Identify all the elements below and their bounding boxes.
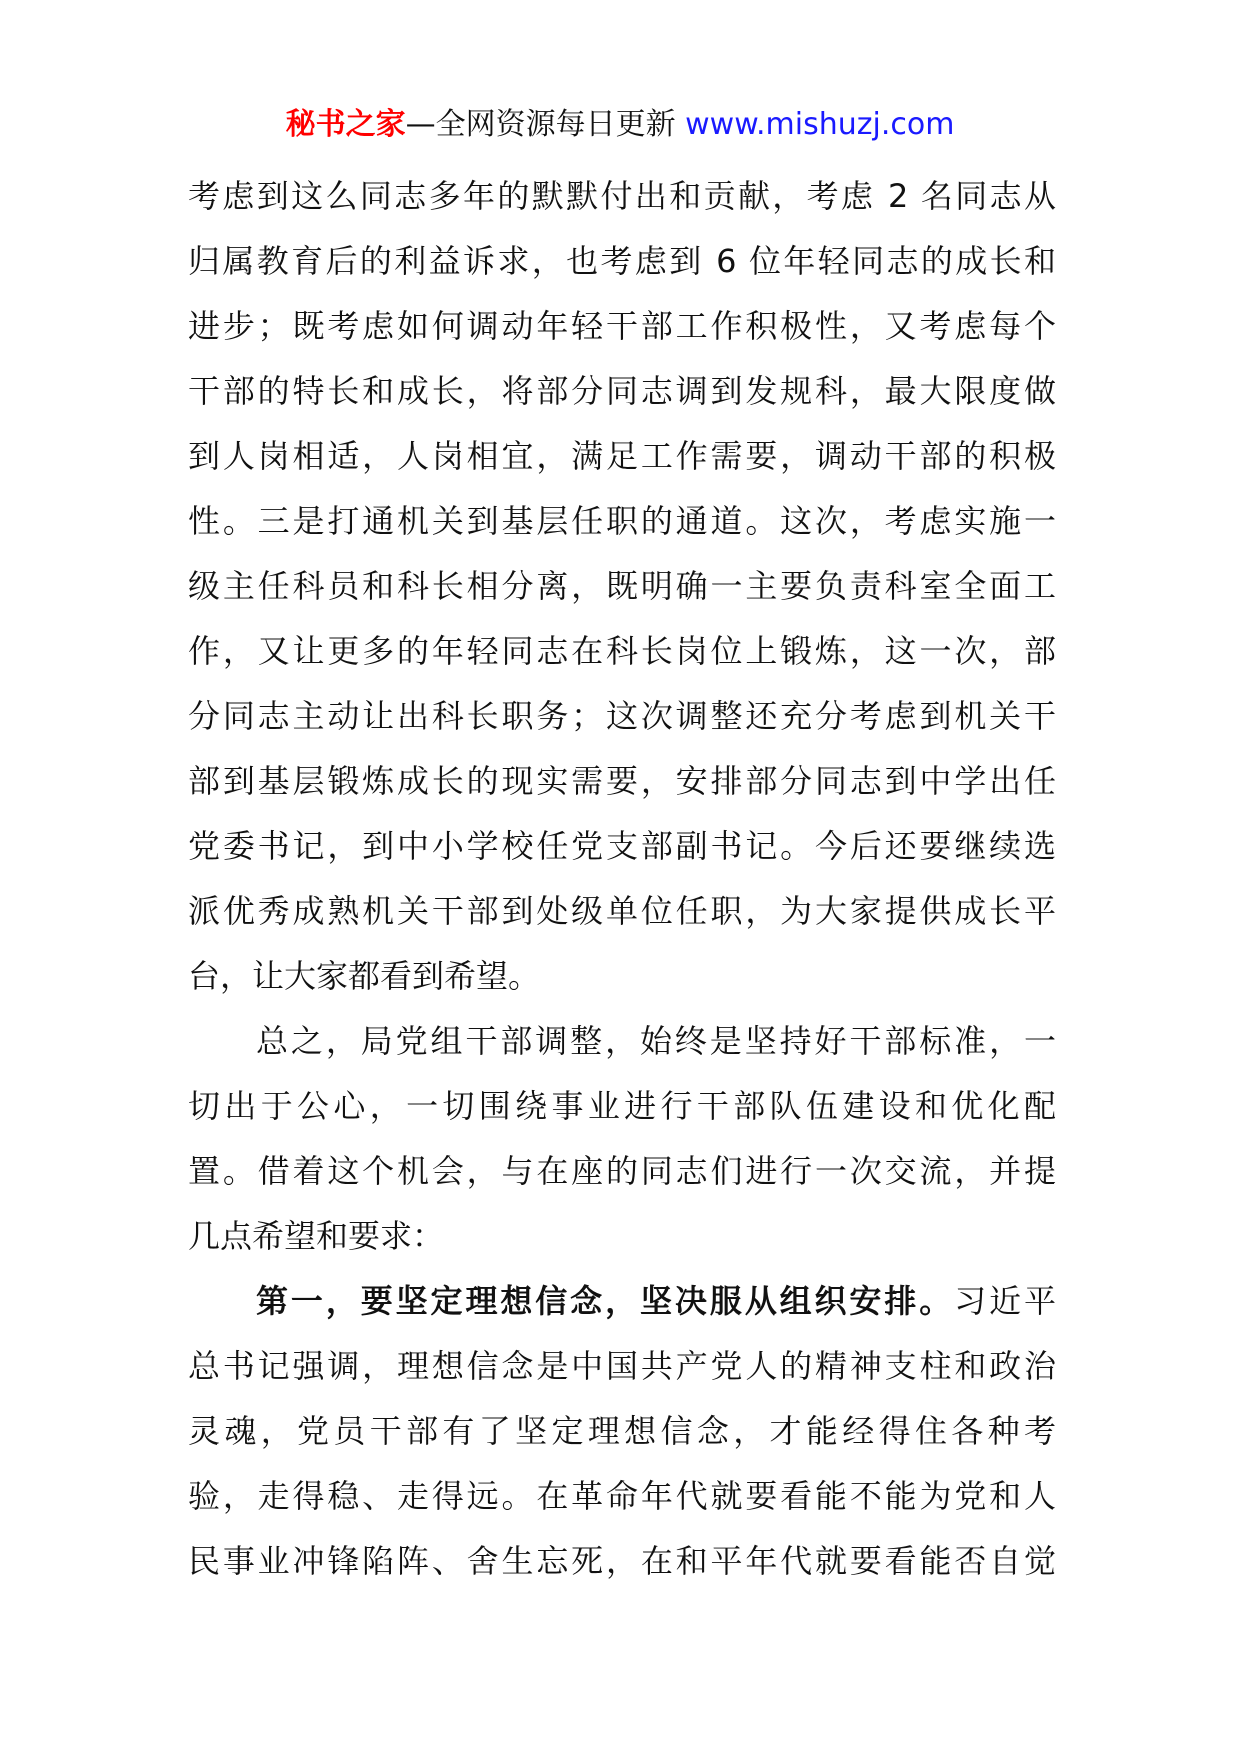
text-line: 派优秀成熟机关干部到处级单位任职，为大家提供成长平	[188, 892, 1056, 930]
text-line: 性。三是打通机关到基层任职的通道。这次，考虑实施一	[188, 502, 1056, 540]
text-line	[188, 1269, 1056, 1334]
text-line: 验，走得稳、走得远。在革命年代就要看能不能为党和人	[188, 1477, 1056, 1515]
text-line: 部到基层锻炼成长的现实需要，安排部分同志到中学出任	[188, 762, 1056, 800]
text-line: 总书记强调，理想信念是中国共产党人的精神支柱和政治	[188, 1347, 1056, 1385]
header-url-link[interactable]: www.mishuzj.com	[685, 107, 955, 142]
text-line: 作，又让更多的年轻同志在科长岗位上锻炼，这一次，部	[188, 632, 1056, 670]
page-header	[0, 103, 1240, 147]
text-line: 切出于公心，一切围绕事业进行干部队伍建设和优化配	[188, 1087, 1056, 1125]
paragraph-2	[188, 1009, 1056, 1269]
paragraph-lead-rest: 习近平	[954, 1282, 1056, 1320]
text-line: 台，让大家都看到希望。	[188, 957, 541, 995]
text-line: 灵魂，党员干部有了坚定理想信念，才能经得住各种考	[188, 1412, 1056, 1450]
text-line: 分同志主动让出科长职务；这次调整还充分考虑到机关干	[188, 697, 1056, 735]
text-line: 考虑到这么同志多年的默默付出和贡献，考虑 2 名同志从	[188, 177, 1056, 215]
header-slogan: —全网资源每日更新	[405, 107, 686, 142]
text-line: 置。借着这个机会，与在座的同志们进行一次交流，并提	[188, 1152, 1056, 1190]
paragraph-3	[188, 1269, 1056, 1594]
text-line: 进步；既考虑如何调动年轻干部工作积极性，又考虑每个	[188, 307, 1056, 345]
document-body	[188, 164, 1056, 1594]
text-line: 干部的特长和成长，将部分同志调到发规科，最大限度做	[188, 372, 1056, 410]
text-line: 级主任科员和科长相分离，既明确一主要负责科室全面工	[188, 567, 1056, 605]
text-line: 总之，局党组干部调整，始终是坚持好干部标准，一	[256, 1022, 1056, 1060]
text-line: 民事业冲锋陷阵、舍生忘死，在和平年代就要看能否自觉	[188, 1542, 1056, 1580]
header-brand: 秘书之家	[285, 107, 406, 142]
text-line: 归属教育后的利益诉求，也考虑到 6 位年轻同志的成长和	[188, 242, 1056, 280]
text-line: 党委书记，到中小学校任党支部副书记。今后还要继续选	[188, 827, 1056, 865]
text-line: 到人岗相适，人岗相宜，满足工作需要，调动干部的积极	[188, 437, 1056, 475]
text-line: 几点希望和要求：	[188, 1217, 445, 1255]
paragraph-1	[188, 164, 1056, 1009]
paragraph-lead: 第一，要坚定理想信念，坚决服从组织安排。	[256, 1282, 955, 1320]
